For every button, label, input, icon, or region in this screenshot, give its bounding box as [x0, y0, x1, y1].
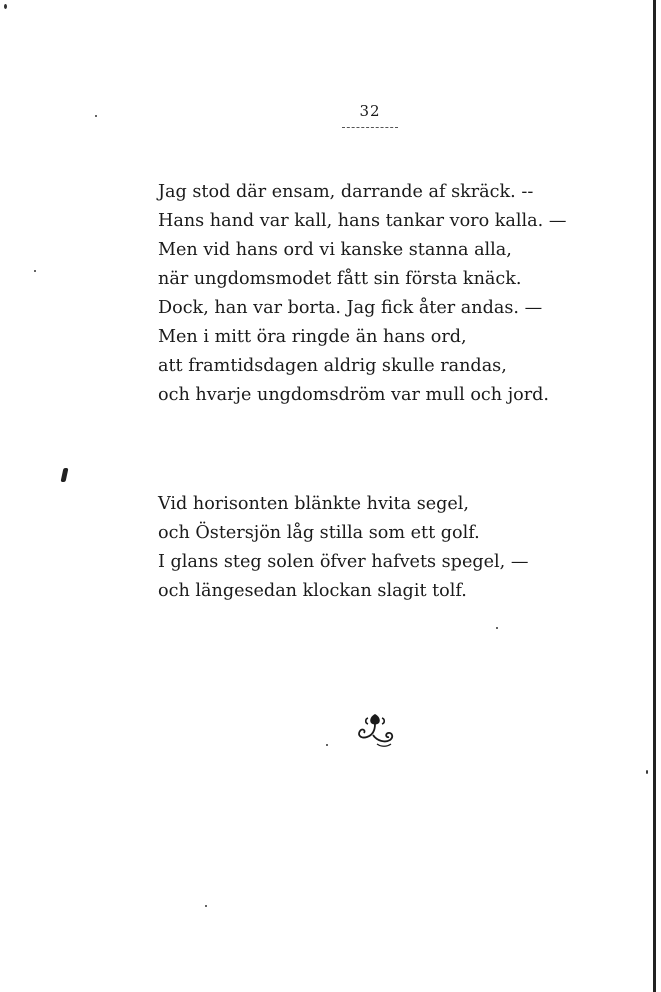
print-speck — [4, 4, 7, 9]
page-edge-shadow — [653, 0, 656, 992]
poem-stanza-1 — [158, 178, 566, 410]
verse-line: Men vid hans ord vi kanske stanna alla, — [158, 240, 512, 260]
verse-line: I glans steg solen öfver hafvets spegel, — — [158, 552, 529, 572]
ink-mark — [61, 468, 69, 482]
page-number: 32 — [359, 102, 381, 120]
print-speck — [34, 270, 36, 272]
print-speck — [326, 744, 328, 746]
verse-line: när ungdomsmodet fått sin första knäck. — [158, 269, 522, 289]
verse-line: Jag stod där ensam, darrande af skräck. -- — [158, 182, 534, 202]
floral-vignette-icon — [351, 710, 399, 750]
verse-line: och längesedan klockan slagit tolf. — [158, 581, 467, 601]
page-number-rule — [342, 127, 398, 128]
verse-line: Vid horisonten blänkte hvita segel, — [158, 494, 470, 514]
verse-line: Dock, han var borta. Jag fick åter andas. — — [158, 298, 543, 318]
verse-line: att framtidsdagen aldrig skulle randas, — [158, 356, 507, 376]
verse-line: och hvarje ungdomsdröm var mull och jord. — [158, 385, 550, 405]
verse-line: Hans hand var kall, hans tankar voro kalla. — — [158, 211, 567, 231]
print-speck — [496, 627, 498, 629]
verse-line: och Östersjön låg stilla som ett golf. — [158, 523, 480, 543]
poem-stanza-2 — [158, 490, 528, 606]
print-speck — [95, 115, 97, 117]
print-speck — [646, 770, 648, 774]
print-speck — [205, 905, 207, 907]
verse-line: Men i mitt öra ringde än hans ord, — [158, 327, 467, 347]
